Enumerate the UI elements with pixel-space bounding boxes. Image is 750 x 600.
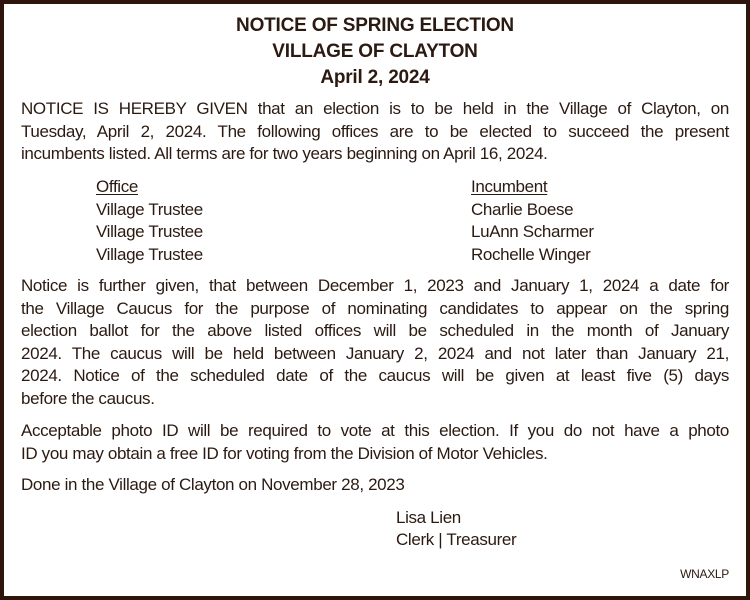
photo-id-line: ID you may obtain a free ID for voting from the Division of Motor Vehicles.: [21, 443, 548, 463]
intro-line: Tuesday, April 2, 2024. The following offices are to be elected to succeed the present: [21, 121, 729, 141]
office-column-header: Office: [96, 177, 138, 196]
photo-id-paragraph: [21, 420, 729, 465]
caucus-line: election ballot for the above listed offices will be scheduled in the month of January: [21, 321, 729, 340]
incumbent-cell: LuAnn Scharmer: [471, 222, 594, 241]
caucus-line: Notice is further given, that between December 1, 2023 and January 1, 2024 a date for: [21, 276, 729, 295]
signer-title: Clerk | Treasurer: [396, 530, 517, 549]
caucus-line: before the caucus.: [21, 388, 155, 408]
intro-paragraph: [21, 98, 729, 166]
publication-code: WNAXLP: [680, 567, 729, 581]
caucus-line: 2024. The caucus will be held between January 2, 2024 and not later than January 21,: [21, 343, 729, 363]
office-cell: Village Trustee: [96, 222, 203, 241]
notice-title: NOTICE OF SPRING ELECTION: [236, 15, 514, 36]
photo-id-line: Acceptable photo ID will be required to vote at this election. If you do not have a photo: [21, 421, 729, 440]
incumbent-cell: Charlie Boese: [471, 200, 574, 219]
caucus-paragraph: [21, 275, 729, 410]
done-date-line: Done in the Village of Clayton on November 28, 2023: [21, 475, 405, 494]
incumbent-cell: Rochelle Winger: [471, 245, 591, 264]
signer-name: Lisa Lien: [396, 508, 461, 527]
intro-line: NOTICE IS HEREBY GIVEN that an election is to be held in the Village of Clayton, on: [21, 99, 729, 118]
notice-election-date: April 2, 2024: [320, 67, 430, 88]
office-cell: Village Trustee: [96, 245, 203, 264]
caucus-line: the Village Caucus for the purpose of nominating candidates to appear on the spring: [21, 298, 729, 318]
notice-village: VILLAGE OF CLAYTON: [272, 41, 478, 62]
caucus-line: 2024. Notice of the scheduled date of the caucus will be given at least five (5) days: [21, 366, 729, 385]
intro-line: incumbents listed. All terms are for two years beginning on April 16, 2024.: [21, 144, 548, 163]
incumbent-column-header: Incumbent: [471, 177, 548, 196]
office-cell: Village Trustee: [96, 200, 203, 219]
